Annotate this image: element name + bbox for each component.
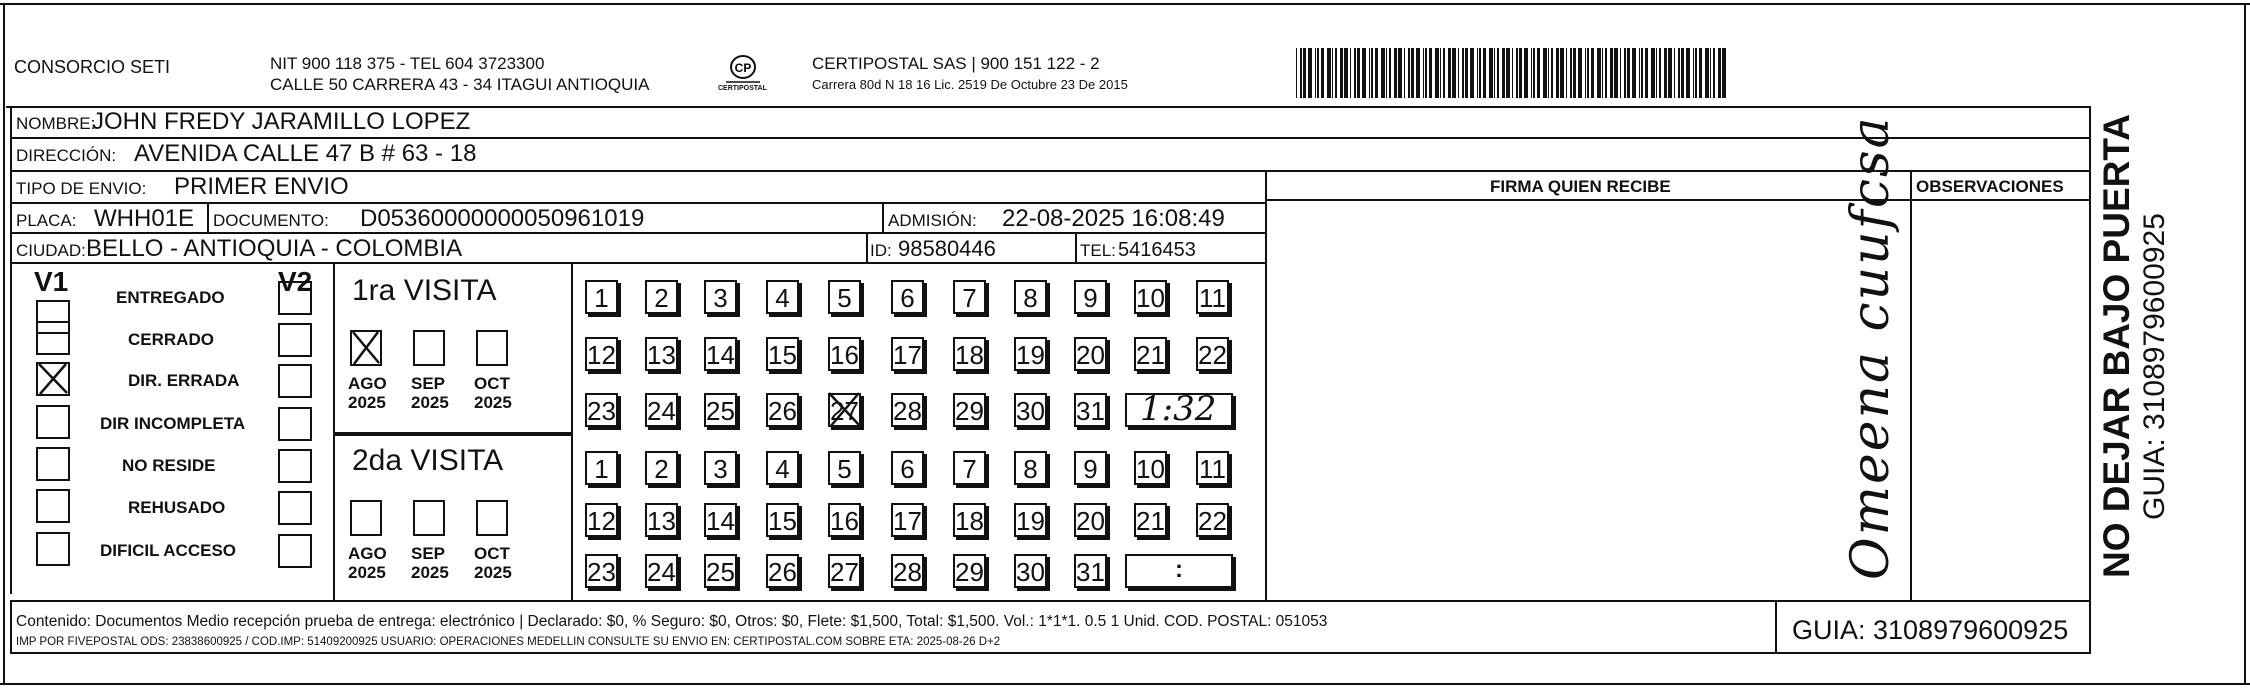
first-visit-time: 1:32: [1140, 389, 1217, 429]
rule: [1075, 232, 1077, 262]
barcode-bar: [1386, 48, 1387, 98]
barcode-bar: [1443, 48, 1445, 98]
second-visit-time: :: [1175, 556, 1183, 583]
nit-line: NIT 900 118 375 - TEL 604 3723300: [270, 54, 545, 73]
barcode-bar: [1429, 48, 1432, 98]
rule: [207, 202, 209, 232]
barcode-bar: [1678, 48, 1680, 98]
barcode-bar: [1651, 48, 1655, 98]
barcode-bar: [1602, 48, 1603, 98]
day-box[interactable]: 23: [585, 393, 618, 427]
barcode-bar: [1357, 48, 1360, 98]
day-box[interactable]: 17: [891, 337, 924, 371]
barcode-bar: [1308, 48, 1312, 98]
day-box[interactable]: 27: [828, 393, 861, 427]
direccion-value: AVENIDA CALLE 47 B # 63 - 18: [134, 140, 477, 167]
day-box[interactable]: 18: [953, 503, 986, 537]
day-box[interactable]: 16: [828, 503, 861, 537]
status-label: DIR INCOMPLETA: [100, 414, 246, 433]
v2-checkbox[interactable]: [278, 323, 312, 357]
barcode-bar: [1610, 48, 1613, 98]
month-label: OCT: [474, 374, 510, 393]
day-box[interactable]: 12: [585, 503, 618, 537]
barcode-bar: [1470, 48, 1474, 98]
barcode-bar: [1531, 48, 1532, 98]
logo-lettering: CERTIPOSTAL: [718, 85, 767, 92]
day-box[interactable]: 30: [1014, 554, 1047, 588]
barcode-bar: [1668, 48, 1672, 98]
barcode-bar: [1381, 48, 1385, 98]
day-box[interactable]: 5: [828, 280, 861, 314]
barcode-bar: [1570, 48, 1572, 98]
barcode-bar: [1440, 48, 1441, 98]
placa-value: WHH01E: [94, 205, 195, 232]
day-box[interactable]: 7: [953, 280, 986, 314]
admision-value: 22-08-2025 16:08:49: [1002, 205, 1225, 232]
month-label: AGO: [348, 544, 387, 563]
rule: [2089, 106, 2091, 602]
rule: [571, 262, 573, 600]
barcode-bar: [1699, 48, 1702, 98]
day-box[interactable]: 8: [1014, 451, 1047, 485]
rule: [10, 202, 1265, 204]
documento-value: D05360000000050961019: [360, 205, 645, 232]
barcode-bar: [1465, 48, 1468, 98]
day-box[interactable]: 25: [704, 393, 737, 427]
v2-checkbox[interactable]: [278, 534, 312, 568]
barcode-bar: [1566, 48, 1567, 98]
barcode-bar: [1614, 48, 1618, 98]
v1-header: V1: [34, 266, 69, 297]
barcode-bar: [1300, 48, 1302, 98]
side-guia-text: GUIA: 3108979600925: [2138, 213, 2171, 520]
day-box[interactable]: 15: [766, 503, 799, 537]
day-box[interactable]: 30: [1014, 393, 1047, 427]
v1-checkbox[interactable]: [36, 321, 70, 355]
barcode-bar: [1537, 48, 1540, 98]
day-box[interactable]: 26: [766, 554, 799, 588]
barcode-bar: [1722, 48, 1726, 98]
barcode-bar: [1369, 48, 1370, 98]
day-box[interactable]: 6: [891, 280, 924, 314]
v1-checkbox[interactable]: [36, 489, 70, 523]
barcode-bar: [1416, 48, 1420, 98]
svg-text:CP: CP: [734, 61, 752, 75]
day-box[interactable]: 24: [645, 393, 678, 427]
barcode-bar: [1573, 48, 1576, 98]
v2-checkbox[interactable]: [278, 407, 312, 441]
day-box[interactable]: 9: [1074, 280, 1107, 314]
day-box[interactable]: 13: [645, 503, 678, 537]
barcode-bar: [1477, 48, 1478, 98]
day-box[interactable]: 19: [1014, 503, 1047, 537]
day-box[interactable]: 19: [1014, 337, 1047, 371]
barcode-bar: [1591, 48, 1594, 98]
barcode-bar: [1411, 48, 1414, 98]
barcode-bar: [1506, 48, 1510, 98]
barcode-bar: [1354, 48, 1356, 98]
rule: [1265, 170, 1267, 600]
resolution-line: Carrera 80d N 18 16 Lic. 2519 De Octubre 23 De 2015: [812, 77, 1128, 92]
year-label: 2025: [474, 393, 512, 412]
barcode-bar: [1404, 48, 1405, 98]
year-label: 2025: [411, 393, 449, 412]
barcode-bar: [1296, 48, 1297, 98]
day-box[interactable]: 24: [645, 554, 678, 588]
day-box[interactable]: 22: [1196, 337, 1229, 371]
tipo-value: PRIMER ENVIO: [174, 173, 349, 200]
year-label: 2025: [348, 563, 386, 582]
status-label: DIFICIL ACCESO: [100, 541, 237, 560]
barcode-bar: [1556, 48, 1559, 98]
day-box[interactable]: 15: [766, 337, 799, 371]
day-box[interactable]: 6: [891, 451, 924, 485]
barcode-bar: [1645, 48, 1648, 98]
day-box[interactable]: 2: [645, 451, 678, 485]
status-label: CERRADO: [128, 330, 214, 349]
barcode-bar: [1639, 48, 1640, 98]
day-box[interactable]: 1: [585, 451, 618, 485]
barcode-bar: [1641, 48, 1643, 98]
barcode-bar: [1479, 48, 1481, 98]
day-box[interactable]: 9: [1074, 451, 1107, 485]
day-box[interactable]: 14: [704, 337, 737, 371]
barcode-bar: [1371, 48, 1373, 98]
day-box[interactable]: 1: [585, 280, 618, 314]
barcode-bar: [1664, 48, 1667, 98]
month-checkbox[interactable]: [413, 330, 445, 366]
barcode-bar: [1394, 48, 1397, 98]
rule: [333, 434, 571, 436]
barcode-bar: [1620, 48, 1621, 98]
day-box[interactable]: 20: [1074, 503, 1107, 537]
barcode-bar: [1332, 48, 1333, 98]
barcode-bar: [1627, 48, 1630, 98]
day-box[interactable]: 21: [1134, 503, 1167, 537]
company-name: CONSORCIO SETI: [14, 57, 171, 77]
placa-label: PLACA:: [16, 211, 77, 230]
barcode-bar: [1624, 48, 1626, 98]
month-checkbox[interactable]: [476, 500, 508, 536]
firma-header: FIRMA QUIEN RECIBE: [1490, 177, 1671, 196]
rule: [10, 600, 12, 652]
v2-checkbox[interactable]: [278, 364, 312, 398]
barcode-bar: [1425, 48, 1427, 98]
v1-checkbox[interactable]: [36, 532, 70, 566]
tipo-label: TIPO DE ENVIO:: [16, 179, 147, 198]
id-label: ID:: [870, 241, 892, 260]
barcode-bar: [1548, 48, 1549, 98]
month-label: SEP: [411, 544, 446, 563]
day-box[interactable]: 11: [1196, 280, 1229, 314]
barcode-bar: [1713, 48, 1715, 98]
day-box[interactable]: 20: [1074, 337, 1107, 371]
barcode-bar: [1681, 48, 1684, 98]
barcode-bar: [1533, 48, 1535, 98]
tel-label: TEL:: [1080, 241, 1116, 260]
first-visit-title: 1ra VISITA: [352, 274, 497, 307]
barcode-bar: [1551, 48, 1553, 98]
barcode-bar: [1543, 48, 1547, 98]
month-checkbox[interactable]: [350, 500, 382, 536]
day-box[interactable]: 23: [585, 554, 618, 588]
day-box[interactable]: 21: [1134, 337, 1167, 371]
admision-label: ADMISIÓN:: [888, 211, 977, 230]
certipostal-logo: [708, 52, 778, 98]
barcode-bar: [1489, 48, 1493, 98]
month-label: OCT: [474, 544, 510, 563]
v2-checkbox[interactable]: [278, 281, 312, 315]
barcode-bar: [1597, 48, 1601, 98]
rule: [1265, 199, 2089, 201]
day-box[interactable]: 25: [704, 554, 737, 588]
day-box[interactable]: 2: [645, 280, 678, 314]
barcode-bar: [1462, 48, 1464, 98]
day-box[interactable]: 26: [766, 393, 799, 427]
barcode-bar: [1605, 48, 1607, 98]
v2-header: V2: [278, 266, 313, 297]
month-checkbox[interactable]: [476, 330, 508, 366]
barcode-bar: [1632, 48, 1636, 98]
v1-checkbox[interactable]: [36, 405, 70, 439]
rule: [333, 262, 335, 600]
barcode-bar: [1398, 48, 1402, 98]
rule: [1910, 170, 1912, 600]
day-check-mark: [826, 391, 863, 429]
barcode-bar: [1375, 48, 1378, 98]
barcode-bar: [1659, 48, 1661, 98]
documento-label: DOCUMENTO:: [213, 211, 329, 230]
status-label: ENTREGADO: [116, 288, 225, 307]
month-label: AGO: [348, 374, 387, 393]
status-label: REHUSADO: [128, 498, 226, 517]
rule: [2089, 600, 2091, 652]
day-box[interactable]: 11: [1196, 451, 1229, 485]
rule: [866, 232, 868, 262]
footer-guia: GUIA: 3108979600925: [1792, 615, 2069, 645]
barcode-bar: [1321, 48, 1324, 98]
rule: [10, 137, 2089, 139]
day-box[interactable]: 16: [828, 337, 861, 371]
day-box[interactable]: 10: [1134, 451, 1167, 485]
barcode-bar: [1674, 48, 1675, 98]
rule: [1775, 600, 1777, 652]
observaciones-header: OBSERVACIONES: [1916, 177, 2064, 196]
address-line: CALLE 50 CARRERA 43 - 34 ITAGUI ANTIOQUIA: [270, 75, 650, 94]
v2-checkbox[interactable]: [278, 449, 312, 483]
barcode-bar: [1693, 48, 1694, 98]
day-box[interactable]: 10: [1134, 280, 1167, 314]
nombre-label: NOMBRE:: [16, 114, 96, 133]
second-visit-title: 2da VISITA: [352, 444, 504, 477]
status-label: NO RESIDE: [122, 456, 216, 475]
rule: [10, 170, 2089, 172]
barcode-bar: [1578, 48, 1582, 98]
barcode-bar: [1362, 48, 1366, 98]
barcode-bar: [1519, 48, 1522, 98]
rule: [10, 600, 2091, 602]
tel-value: 5416453: [1118, 239, 1196, 261]
barcode-bar: [1344, 48, 1348, 98]
day-box[interactable]: 13: [645, 337, 678, 371]
barcode-bar: [1587, 48, 1589, 98]
v1-checkbox[interactable]: [36, 447, 70, 481]
ciudad-label: CIUDAD:: [16, 241, 86, 260]
barcode-bar: [1389, 48, 1391, 98]
no-dejar-text: NO DEJAR BAJO PUERTA: [2096, 114, 2137, 578]
barcode-bar: [1483, 48, 1486, 98]
barcode-bar: [1656, 48, 1657, 98]
barcode-bar: [1303, 48, 1306, 98]
day-box[interactable]: 3: [704, 451, 737, 485]
barcode-bar: [1448, 48, 1451, 98]
ciudad-value: BELLO - ANTIOQUIA - COLOMBIA: [86, 235, 463, 262]
barcode-bar: [1502, 48, 1505, 98]
right-border: [2244, 3, 2246, 685]
barcode-bar: [1516, 48, 1518, 98]
barcode-bar: [1705, 48, 1709, 98]
barcode-bar: [1585, 48, 1586, 98]
barcode: [1296, 48, 1728, 98]
day-box[interactable]: 7: [953, 451, 986, 485]
day-box[interactable]: 17: [891, 503, 924, 537]
year-label: 2025: [411, 563, 449, 582]
month-check-mark: [350, 330, 382, 366]
barcode-bar: [1423, 48, 1424, 98]
barcode-bar: [1350, 48, 1351, 98]
barcode-bar: [1718, 48, 1721, 98]
barcode-bar: [1435, 48, 1439, 98]
day-box[interactable]: 18: [953, 337, 986, 371]
day-box[interactable]: 4: [766, 451, 799, 485]
status-label: DIR. ERRADA: [128, 371, 240, 390]
day-box[interactable]: 5: [828, 451, 861, 485]
barcode-bar: [1315, 48, 1316, 98]
handwritten-signature: Omeena cuufcsa: [1841, 115, 1901, 580]
footer-imp: IMP POR FIVEPOSTAL ODS: 23838600925 / COD.IMP: 51409200925 USUARIO: OPERACIONES MEDELLIN CONSULTE SU ENVIO EN: CERTIPOSTAL.COM SOBRE ETA: 2025-08-26 D+2: [16, 636, 1001, 648]
v1-check-mark: [36, 362, 70, 396]
footer-contenido: Contenido: Documentos Medio recepción prueba de entrega: electrónico | Declarado: $0, % Seguro: $0, Otros: $0, Flete: $1,500, Total: $1,500. Vol.: 1*1*1. 0.5 1 Unid. COD. POSTAL: 051053: [16, 613, 1328, 630]
id-value: 98580446: [898, 236, 996, 261]
barcode-bar: [1408, 48, 1410, 98]
day-box[interactable]: 8: [1014, 280, 1047, 314]
day-box[interactable]: 3: [704, 280, 737, 314]
day-box[interactable]: 31: [1074, 554, 1107, 588]
left-border: [3, 3, 5, 685]
year-label: 2025: [474, 563, 512, 582]
direccion-label: DIRECCIÓN:: [16, 146, 117, 165]
rule: [882, 202, 884, 232]
barcode-bar: [1327, 48, 1331, 98]
day-box[interactable]: 31: [1074, 393, 1107, 427]
barcode-bar: [1335, 48, 1337, 98]
month-checkbox[interactable]: [413, 500, 445, 536]
barcode-bar: [1524, 48, 1528, 98]
month-label: SEP: [411, 374, 446, 393]
barcode-bar: [1560, 48, 1564, 98]
day-box[interactable]: 22: [1196, 503, 1229, 537]
rule: [10, 652, 2091, 654]
barcode-bar: [1686, 48, 1690, 98]
barcode-bar: [1497, 48, 1499, 98]
certipostal-line: CERTIPOSTAL SAS | 900 151 122 - 2: [812, 54, 1100, 73]
bottom-border: [0, 683, 2250, 685]
year-label: 2025: [348, 393, 386, 412]
day-box[interactable]: 28: [891, 554, 924, 588]
day-box[interactable]: 27: [828, 554, 861, 588]
barcode-bar: [1512, 48, 1513, 98]
barcode-bar: [1695, 48, 1697, 98]
day-box[interactable]: 4: [766, 280, 799, 314]
nombre-value: JOHN FREDY JARAMILLO LOPEZ: [92, 108, 471, 135]
barcode-bar: [1317, 48, 1319, 98]
day-box[interactable]: 29: [953, 554, 986, 588]
barcode-bar: [1494, 48, 1495, 98]
barcode-bar: [1452, 48, 1456, 98]
day-box[interactable]: 28: [891, 393, 924, 427]
barcode-bar: [1340, 48, 1343, 98]
day-box[interactable]: 12: [585, 337, 618, 371]
barcode-bar: [1458, 48, 1459, 98]
day-box[interactable]: 14: [704, 503, 737, 537]
rule: [10, 106, 12, 594]
barcode-bar: [1710, 48, 1711, 98]
top-border: [0, 3, 2250, 5]
rule: [10, 262, 1265, 264]
v2-checkbox[interactable]: [278, 491, 312, 525]
day-box[interactable]: 29: [953, 393, 986, 427]
